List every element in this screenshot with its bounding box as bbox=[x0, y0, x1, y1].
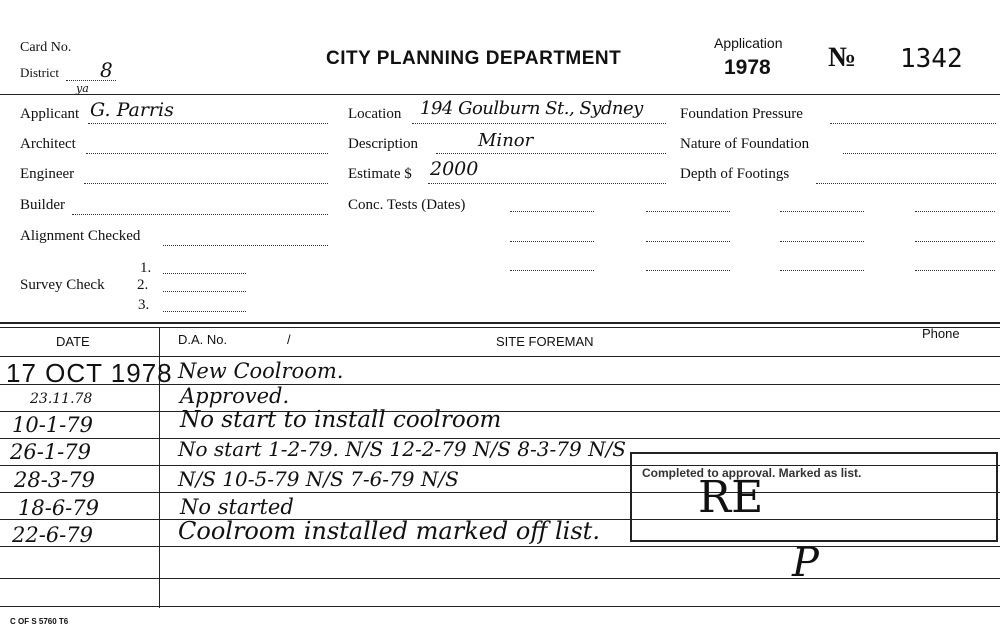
engineer-label: Engineer bbox=[20, 166, 75, 182]
log-date-5: 28-3-79 bbox=[14, 468, 95, 492]
log-date-4: 26-1-79 bbox=[10, 440, 91, 464]
location-label: Location bbox=[348, 106, 402, 122]
table-top-rule-2 bbox=[0, 327, 1000, 328]
log-date-6: 18-6-79 bbox=[18, 496, 99, 520]
extra-signature: P bbox=[792, 540, 819, 586]
log-line-7 bbox=[0, 546, 1000, 547]
estimate-label: Estimate $ bbox=[348, 166, 412, 182]
phone-header: Phone bbox=[922, 326, 960, 341]
conc-dot-r3c1 bbox=[510, 270, 594, 271]
applicant-value: G. Parris bbox=[90, 99, 174, 121]
log-text-1: New Coolroom. bbox=[178, 359, 344, 383]
architect-label: Architect bbox=[20, 136, 76, 152]
header-divider bbox=[0, 94, 1000, 95]
builder-dotline bbox=[72, 214, 328, 215]
log-line-8 bbox=[0, 578, 1000, 579]
estimate-value: 2000 bbox=[430, 158, 479, 180]
application-year: 1978 bbox=[724, 56, 771, 79]
district-label: District bbox=[20, 65, 59, 80]
nature-foundation-label: Nature of Foundation bbox=[680, 136, 810, 152]
description-dotline bbox=[436, 153, 666, 154]
district-value: 8 bbox=[100, 58, 113, 82]
conc-dot-r1c2 bbox=[646, 211, 730, 212]
log-text-5: N/S 10-5-79 N/S 7-6-79 N/S bbox=[178, 467, 459, 491]
conc-dot-r3c3 bbox=[780, 270, 864, 271]
alignment-label: Alignment Checked bbox=[20, 228, 141, 244]
foundation-pressure-label: Foundation Pressure bbox=[680, 106, 803, 122]
depth-footings-dotline bbox=[816, 183, 996, 184]
conc-tests-label: Conc. Tests (Dates) bbox=[348, 197, 466, 213]
log-date-7: 22-6-79 bbox=[12, 523, 93, 547]
log-date-2: 23.11.78 bbox=[30, 391, 93, 407]
form-code: C OF S 5760 T6 bbox=[10, 617, 69, 626]
application-label: Application bbox=[714, 35, 783, 51]
conc-dot-r2c4 bbox=[915, 241, 995, 242]
survey-dotline-2 bbox=[163, 291, 246, 292]
application-number: 1342 bbox=[900, 44, 963, 74]
log-text-4: No start 1-2-79. N/S 12-2-79 N/S 8-3-79 N/S bbox=[178, 437, 627, 461]
alignment-dotline bbox=[163, 245, 328, 246]
table-header-rule bbox=[0, 356, 1000, 357]
conc-dot-r2c3 bbox=[780, 241, 864, 242]
da-slash: / bbox=[287, 332, 291, 347]
engineer-dotline bbox=[84, 183, 328, 184]
stamp-initials: RE bbox=[698, 472, 764, 523]
builder-label: Builder bbox=[20, 197, 65, 213]
applicant-label: Applicant bbox=[20, 106, 80, 122]
date-header: DATE bbox=[56, 334, 90, 349]
log-text-7: Coolroom installed marked off list. bbox=[178, 517, 600, 545]
survey-item-3: 3. bbox=[138, 297, 150, 313]
conc-dot-r1c1 bbox=[510, 211, 594, 212]
card-no-label: Card No. bbox=[20, 40, 72, 55]
conc-dot-r3c2 bbox=[646, 270, 730, 271]
conc-dot-r1c4 bbox=[915, 211, 995, 212]
district-note: ya bbox=[76, 82, 89, 95]
da-number-header: D.A. No. bbox=[178, 332, 228, 347]
location-dotline bbox=[412, 123, 666, 124]
survey-item-1: 1. bbox=[140, 260, 152, 276]
architect-dotline bbox=[86, 153, 328, 154]
applicant-dotline bbox=[88, 123, 328, 124]
log-text-2: Approved. bbox=[180, 384, 290, 408]
survey-dotline-1 bbox=[163, 273, 246, 274]
site-foreman-header: SITE FOREMAN bbox=[496, 334, 594, 349]
description-label: Description bbox=[348, 136, 418, 152]
log-text-6: No started bbox=[180, 495, 294, 519]
conc-dot-r2c2 bbox=[646, 241, 730, 242]
number-symbol: № bbox=[828, 42, 857, 73]
conc-dot-r2c1 bbox=[510, 241, 594, 242]
log-line-9 bbox=[0, 606, 1000, 607]
conc-dot-r3c4 bbox=[915, 270, 995, 271]
log-text-3: No start to install coolroom bbox=[180, 407, 502, 433]
page-title: CITY PLANNING DEPARTMENT bbox=[326, 48, 622, 69]
nature-foundation-dotline bbox=[843, 153, 996, 154]
table-top-rule bbox=[0, 322, 1000, 324]
survey-dotline-3 bbox=[163, 311, 246, 312]
description-value: Minor bbox=[478, 130, 534, 151]
survey-check-label: Survey Check bbox=[20, 277, 105, 293]
log-date-3: 10-1-79 bbox=[12, 413, 93, 437]
conc-dot-r1c3 bbox=[780, 211, 864, 212]
estimate-dotline bbox=[428, 183, 666, 184]
depth-footings-label: Depth of Footings bbox=[680, 166, 790, 182]
approval-stamp bbox=[630, 452, 998, 542]
log-date-1: 17 OCT 1978 bbox=[6, 358, 173, 388]
stamp-text: Completed to approval. Marked as list. bbox=[642, 466, 862, 480]
survey-item-2: 2. bbox=[137, 277, 149, 293]
foundation-pressure-dotline bbox=[830, 123, 996, 124]
location-value: 194 Goulburn St., Sydney bbox=[420, 98, 643, 119]
